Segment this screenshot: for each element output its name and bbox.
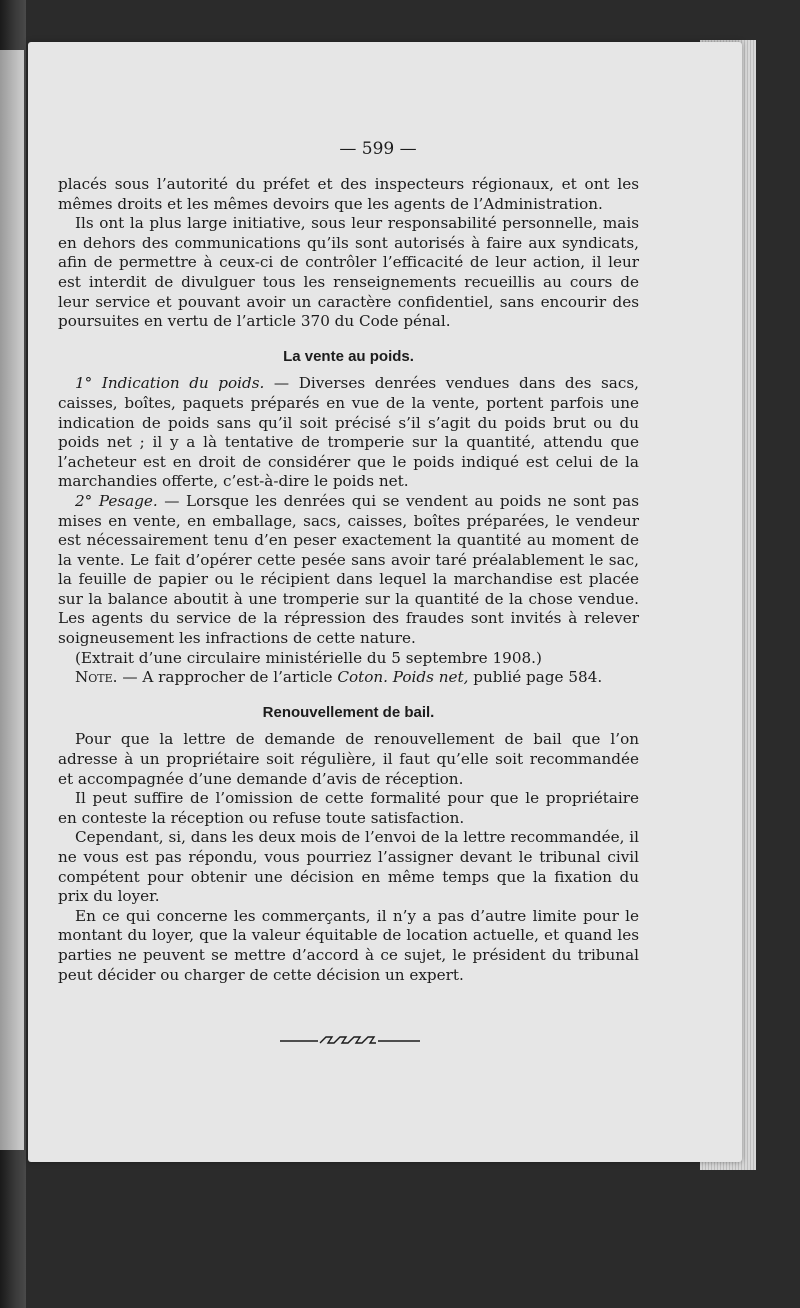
item-label-indication: 1° Indication du poids. [75, 374, 265, 393]
note-text-before: — A rapprocher de l’article [117, 668, 338, 687]
section-heading-renouvellement: Renouvellement de bail. [262, 703, 435, 721]
paragraph-inspectors: Ils ont la plus large initiative, sous leur responsabilité personnelle, mais en dehors des communications qu’ils sont autorisés à faire aux syndicats, afin de permettre à ceux-ci de contrôler l’efficacité de leur action, il leur est interdit de divulguer tous les renseignements recueillis au cours de leur service et pouvant avoir un caractère confidentiel, sans encourir des poursuites en vertu de l’article 370 du Code pénal. [58, 214, 639, 331]
note-reference: Coton. Poids net, [337, 668, 469, 687]
note-label: Note. [75, 668, 118, 687]
item-text-pesage: — Lorsque les denrées qui se vendent au poids ne sont pas mises en vente, en emballage, sacs, caisses, boîtes préparées, le vendeur est nécessairement tenu d’en peser exactement la quantité au moment de la vente. Le fait d’opérer cette pesée sans avoir taré préalablement le sac, la feuille de papier ou le récipient dans lequel la marchandise est placée sur la balance aboutit à une tromperie sur la quantité de la chose vendue. Les agents du service de la répression des fraudes sont invités à relever soigneusement les infractions de cette nature. [58, 491, 639, 648]
page-content [58, 139, 639, 985]
paragraph-indication-du-poids [58, 374, 639, 492]
paragraph-bail-1: Pour que la lettre de demande de renouvellement de bail que l’on adresse à un propriétaire soit régulière, il faut qu’elle soit recommandée et accompagnée d’une demande d’avis de réception. [58, 730, 639, 788]
paragraph-extract: (Extrait d’une circulaire ministérielle du 5 septembre 1908.) [75, 648, 542, 667]
item-label-pesage: 2° Pesage. [75, 491, 158, 510]
paragraph-bail-2: Il peut suffire de l’omission de cette formalité pour que le propriétaire en conteste la réception ou refuse toute satisfaction. [58, 789, 639, 827]
left-page-edge [0, 50, 24, 1150]
paragraph-note [58, 668, 639, 688]
greek-key-ornament-icon [280, 1033, 420, 1049]
paragraph-pesage [58, 492, 639, 649]
paragraph-bail-4: En ce qui concerne les commerçants, il n’y a pas d’autre limite pour le montant du loyer, que la valeur équitable de location actuelle, et quand les parties ne peuvent se mettre d’accord à ce sujet, le président du tribunal peut décider ou charger de cette décision un expert. [58, 906, 639, 984]
end-ornament [280, 1033, 420, 1049]
paragraph-continuation: placés sous l’autorité du préfet et des inspecteurs régionaux, et ont les mêmes droits et les mêmes devoirs que les agents de l’Administration. [58, 175, 639, 213]
item-text-indication: — Diverses denrées vendues dans des sacs, caisses, boîtes, paquets préparés en vue de la vente, portent parfois une indication de poids sans qu’il soit précisé s’il s’agit du poids brut ou du poids net ; il y a là tentative de tromperie sur la quantité, attendu que l’acheteur est en droit de considérer que le poids indiqué est celui de la marchandies offerte, c’est-à-dire le poids net. [58, 374, 639, 491]
paragraph-bail-3: Cependant, si, dans les deux mois de l’envoi de la lettre recommandée, il ne vous est pas répondu, vous pourriez l’assigner devant le tribunal civil compétent pour obtenir une décision en même temps que la fixation du prix du loyer. [58, 828, 639, 906]
page-number: — 599 — [339, 139, 417, 159]
note-text-after: publié page 584. [468, 668, 603, 687]
section-heading-vente-au-poids: La vente au poids. [283, 347, 414, 365]
